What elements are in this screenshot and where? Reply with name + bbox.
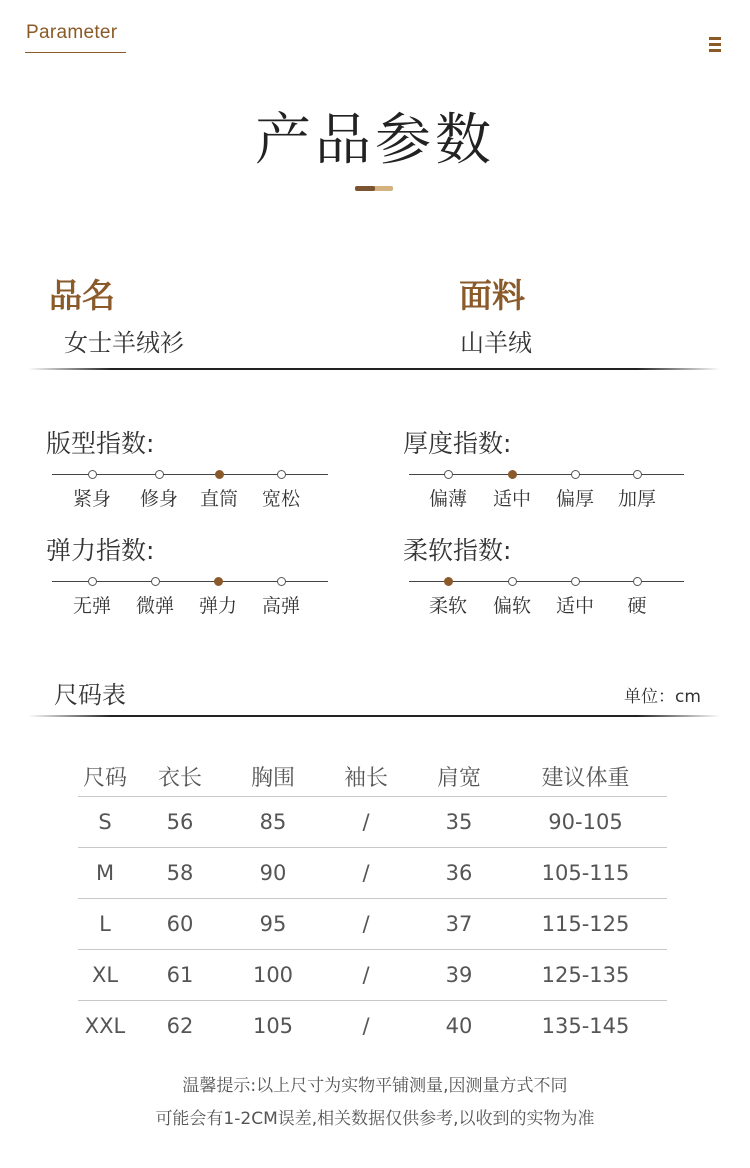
size-table-header [78, 757, 667, 797]
table-cell: / [318, 1001, 414, 1052]
index-option-label: 弹力 [198, 595, 238, 617]
index-option-label: 宽松 [261, 488, 301, 510]
page-title: 产品参数 [255, 108, 495, 173]
index-dot[interactable] [444, 470, 453, 479]
size-chart-unit: 单位：cm [624, 687, 701, 707]
fabric-value: 山羊绒 [460, 329, 532, 357]
table-cell: 135-145 [504, 1001, 667, 1052]
index-option-label: 柔软 [428, 595, 468, 617]
index-title: 厚度指数: [403, 429, 512, 458]
fabric-label: 面料 [459, 276, 525, 315]
index-dot[interactable] [88, 577, 97, 586]
product-name-value: 女士羊绒衫 [64, 329, 184, 357]
section-divider [28, 368, 720, 370]
table-cell: 90 [228, 848, 318, 899]
table-row [78, 899, 667, 950]
table-cell: / [318, 848, 414, 899]
table-cell: 36 [414, 848, 504, 899]
table-cell: XL [78, 950, 132, 1001]
index-option-label: 加厚 [617, 488, 657, 510]
table-cell: 125-135 [504, 950, 667, 1001]
size-table [78, 757, 667, 1051]
index-dot-selected[interactable] [444, 577, 453, 586]
index-option-label: 偏薄 [428, 488, 468, 510]
note-line-2: 可能会有1-2CM误差,相关数据仅供参考,以收到的实物为准 [155, 1109, 595, 1129]
table-cell: L [78, 899, 132, 950]
title-accent-bar-dark [355, 186, 375, 191]
index-dot-selected[interactable] [508, 470, 517, 479]
header-cell: 袖长 [343, 766, 388, 791]
index-option-label: 偏厚 [555, 488, 595, 510]
table-cell: 95 [228, 899, 318, 950]
index-title: 柔软指数: [403, 536, 512, 565]
table-row [78, 1001, 667, 1052]
table-cell: 39 [414, 950, 504, 1001]
index-dot[interactable] [277, 577, 286, 586]
table-cell: / [318, 797, 414, 848]
index-option-label: 适中 [555, 595, 595, 617]
index-option-label: 高弹 [261, 595, 301, 617]
index-option-label: 修身 [139, 488, 179, 510]
index-dot[interactable] [508, 577, 517, 586]
table-cell: 61 [132, 950, 228, 1001]
table-cell: XXL [78, 1001, 132, 1052]
index-dot-selected[interactable] [215, 470, 224, 479]
hamburger-icon[interactable] [709, 37, 721, 53]
table-cell: 62 [132, 1001, 228, 1052]
table-cell: / [318, 950, 414, 1001]
index-option-label: 无弹 [72, 595, 112, 617]
index-dot[interactable] [633, 470, 642, 479]
index-dot[interactable] [155, 470, 164, 479]
size-chart-divider [28, 715, 720, 717]
index-dot[interactable] [88, 470, 97, 479]
table-cell: 60 [132, 899, 228, 950]
table-cell: 56 [132, 797, 228, 848]
note-line-1: 温馨提示:以上尺寸为实物平铺测量,因测量方式不同 [182, 1076, 568, 1096]
table-cell: 85 [228, 797, 318, 848]
index-option-label: 紧身 [72, 488, 112, 510]
table-cell: M [78, 848, 132, 899]
header-cell: 建议体重 [541, 766, 630, 791]
header-cell: 尺码 [82, 766, 127, 791]
index-dot-selected[interactable] [214, 577, 223, 586]
index-dot[interactable] [571, 470, 580, 479]
index-dot[interactable] [633, 577, 642, 586]
table-cell: 100 [228, 950, 318, 1001]
index-title: 版型指数: [46, 429, 155, 458]
table-cell: 105 [228, 1001, 318, 1052]
table-cell: 40 [414, 1001, 504, 1052]
index-dot[interactable] [571, 577, 580, 586]
table-row [78, 797, 667, 848]
size-chart-title: 尺码表 [54, 681, 126, 709]
index-dot[interactable] [151, 577, 160, 586]
index-option-label: 微弹 [135, 595, 175, 617]
index-option-label: 适中 [492, 488, 532, 510]
table-cell: 58 [132, 848, 228, 899]
parameter-tag: Parameter [26, 22, 118, 43]
header-cell: 衣长 [157, 766, 202, 791]
table-cell: 115-125 [504, 899, 667, 950]
title-accent-bar [372, 186, 393, 191]
table-row [78, 848, 667, 899]
index-option-label: 偏软 [492, 595, 532, 617]
table-cell: S [78, 797, 132, 848]
index-option-label: 直筒 [199, 488, 239, 510]
table-cell: / [318, 899, 414, 950]
table-cell: 37 [414, 899, 504, 950]
table-cell: 90-105 [504, 797, 667, 848]
parameter-underline [25, 52, 126, 53]
index-title: 弹力指数: [46, 536, 155, 565]
header-cell: 肩宽 [436, 766, 481, 791]
table-cell: 105-115 [504, 848, 667, 899]
index-dot[interactable] [277, 470, 286, 479]
product-name-label: 品名 [49, 276, 115, 315]
table-cell: 35 [414, 797, 504, 848]
index-option-label: 硬 [627, 595, 647, 617]
header-cell: 胸围 [250, 766, 295, 791]
table-row [78, 950, 667, 1001]
